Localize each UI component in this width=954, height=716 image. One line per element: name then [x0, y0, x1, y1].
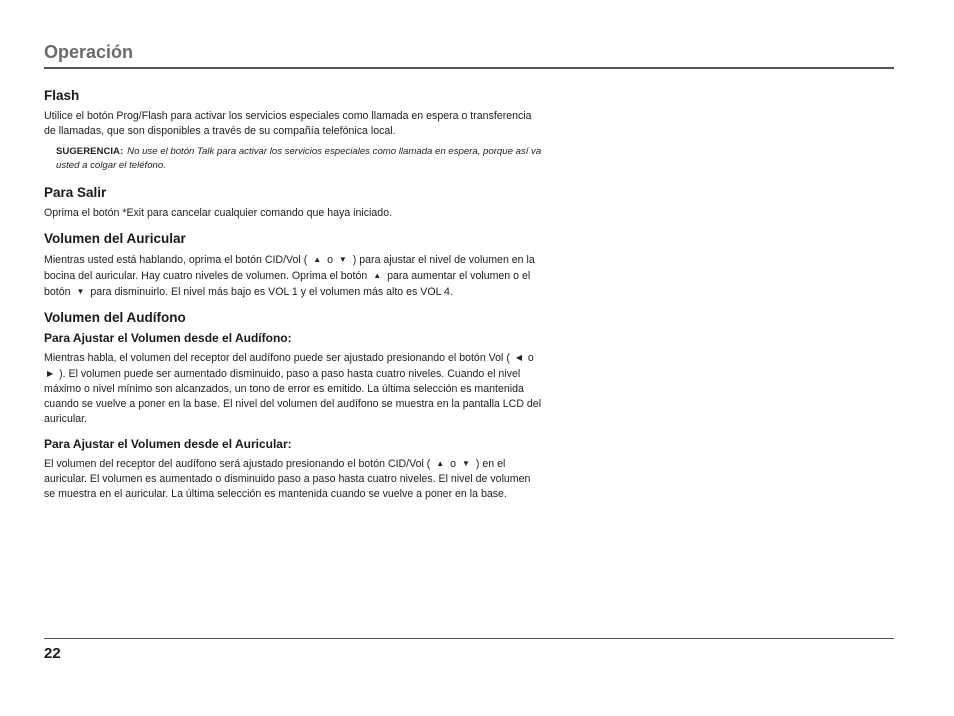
section-flash [44, 88, 544, 173]
up-arrow-icon: ▲ [436, 459, 445, 468]
text-fragment: o [450, 458, 457, 470]
text-fragment: Mientras habla, el volumen del receptor del audífono puede ser ajustado presionando el botón Vol ( [44, 352, 510, 364]
down-arrow-icon: ▼ [462, 459, 470, 468]
text-fragment: para aumentar el volumen o el botón [44, 270, 531, 298]
text-fragment: Mientras usted está hablando, oprima el botón CID/Vol ( [44, 254, 308, 266]
down-arrow-icon: ▼ [338, 255, 347, 264]
exit-heading: Para Salir [44, 185, 107, 200]
text-fragment: para disminuirlo. El nivel más bajo es VOL 1 y el volumen más alto es VOL 4. [90, 286, 453, 298]
exit-body: Oprima el botón *Exit para cancelar cualquier comando que haya iniciado. [44, 207, 393, 219]
handset-volume-body [44, 252, 544, 300]
from-handset-subheading: Para Ajustar el Volumen desde el Auricular: [44, 437, 292, 451]
handset-volume-heading: Volumen del Auricular [44, 231, 186, 246]
section-handset-volume [44, 231, 544, 300]
tip-text: No use el botón Talk para activar los servicios especiales como llamada en espera, porque así va usted a colgar el teléfono. [56, 146, 542, 171]
page-title: Operación [44, 42, 134, 62]
tip-label: SUGERENCIA: [56, 146, 124, 157]
text-fragment: ) en el auricular. El volumen es aumentado o disminuido paso a paso hasta cuatro niveles. El nivel de volumen se muestra en el auricular. La última selección es mantenida cuando se vuelve a poner en la base. [44, 458, 531, 500]
section-exit [44, 185, 544, 221]
text-fragment: o [327, 254, 333, 266]
footer-divider [44, 638, 894, 639]
right-arrow-icon: ▶ [47, 369, 54, 378]
main-content [44, 88, 544, 512]
left-arrow-icon: ◀ [515, 353, 522, 362]
from-headset-body [44, 350, 544, 427]
up-arrow-icon: ▲ [373, 271, 382, 280]
text-fragment: ) para ajustar el nivel de volumen en la bocina del auricular. Hay cuatro niveles de volumen. Oprima el botón [44, 254, 535, 282]
header-divider [44, 67, 894, 69]
headset-volume-heading: Volumen del Audífono [44, 310, 186, 325]
text-fragment: o [527, 352, 534, 364]
tip-note [56, 145, 544, 173]
section-headset-volume [44, 310, 544, 502]
flash-heading: Flash [44, 88, 80, 103]
text-fragment: El volumen del receptor del audífono será ajustado presionando el botón CID/Vol ( [44, 458, 431, 470]
page-number: 22 [44, 645, 61, 662]
up-arrow-icon: ▲ [313, 255, 322, 264]
from-headset-subheading: Para Ajustar el Volumen desde el Audífono: [44, 331, 292, 345]
text-fragment: ). El volumen puede ser aumentado disminuido, paso a paso hasta cuatro niveles. Cuando el nivel máximo o nivel mínimo son alcanzados, un tono de error es emitido. La última selección es mantenida cuando se vuelve a poner en la base. El nivel del volumen del audífono se muestra en la pantalla LCD del auricular. [44, 368, 542, 425]
flash-body: Utilice el botón Prog/Flash para activar los servicios especiales como llamada en espera o transferencia de llamadas, que son disponibles a través de su compañía telefónica local. [44, 110, 532, 137]
from-handset-body [44, 456, 544, 502]
down-arrow-icon: ▼ [76, 287, 85, 296]
